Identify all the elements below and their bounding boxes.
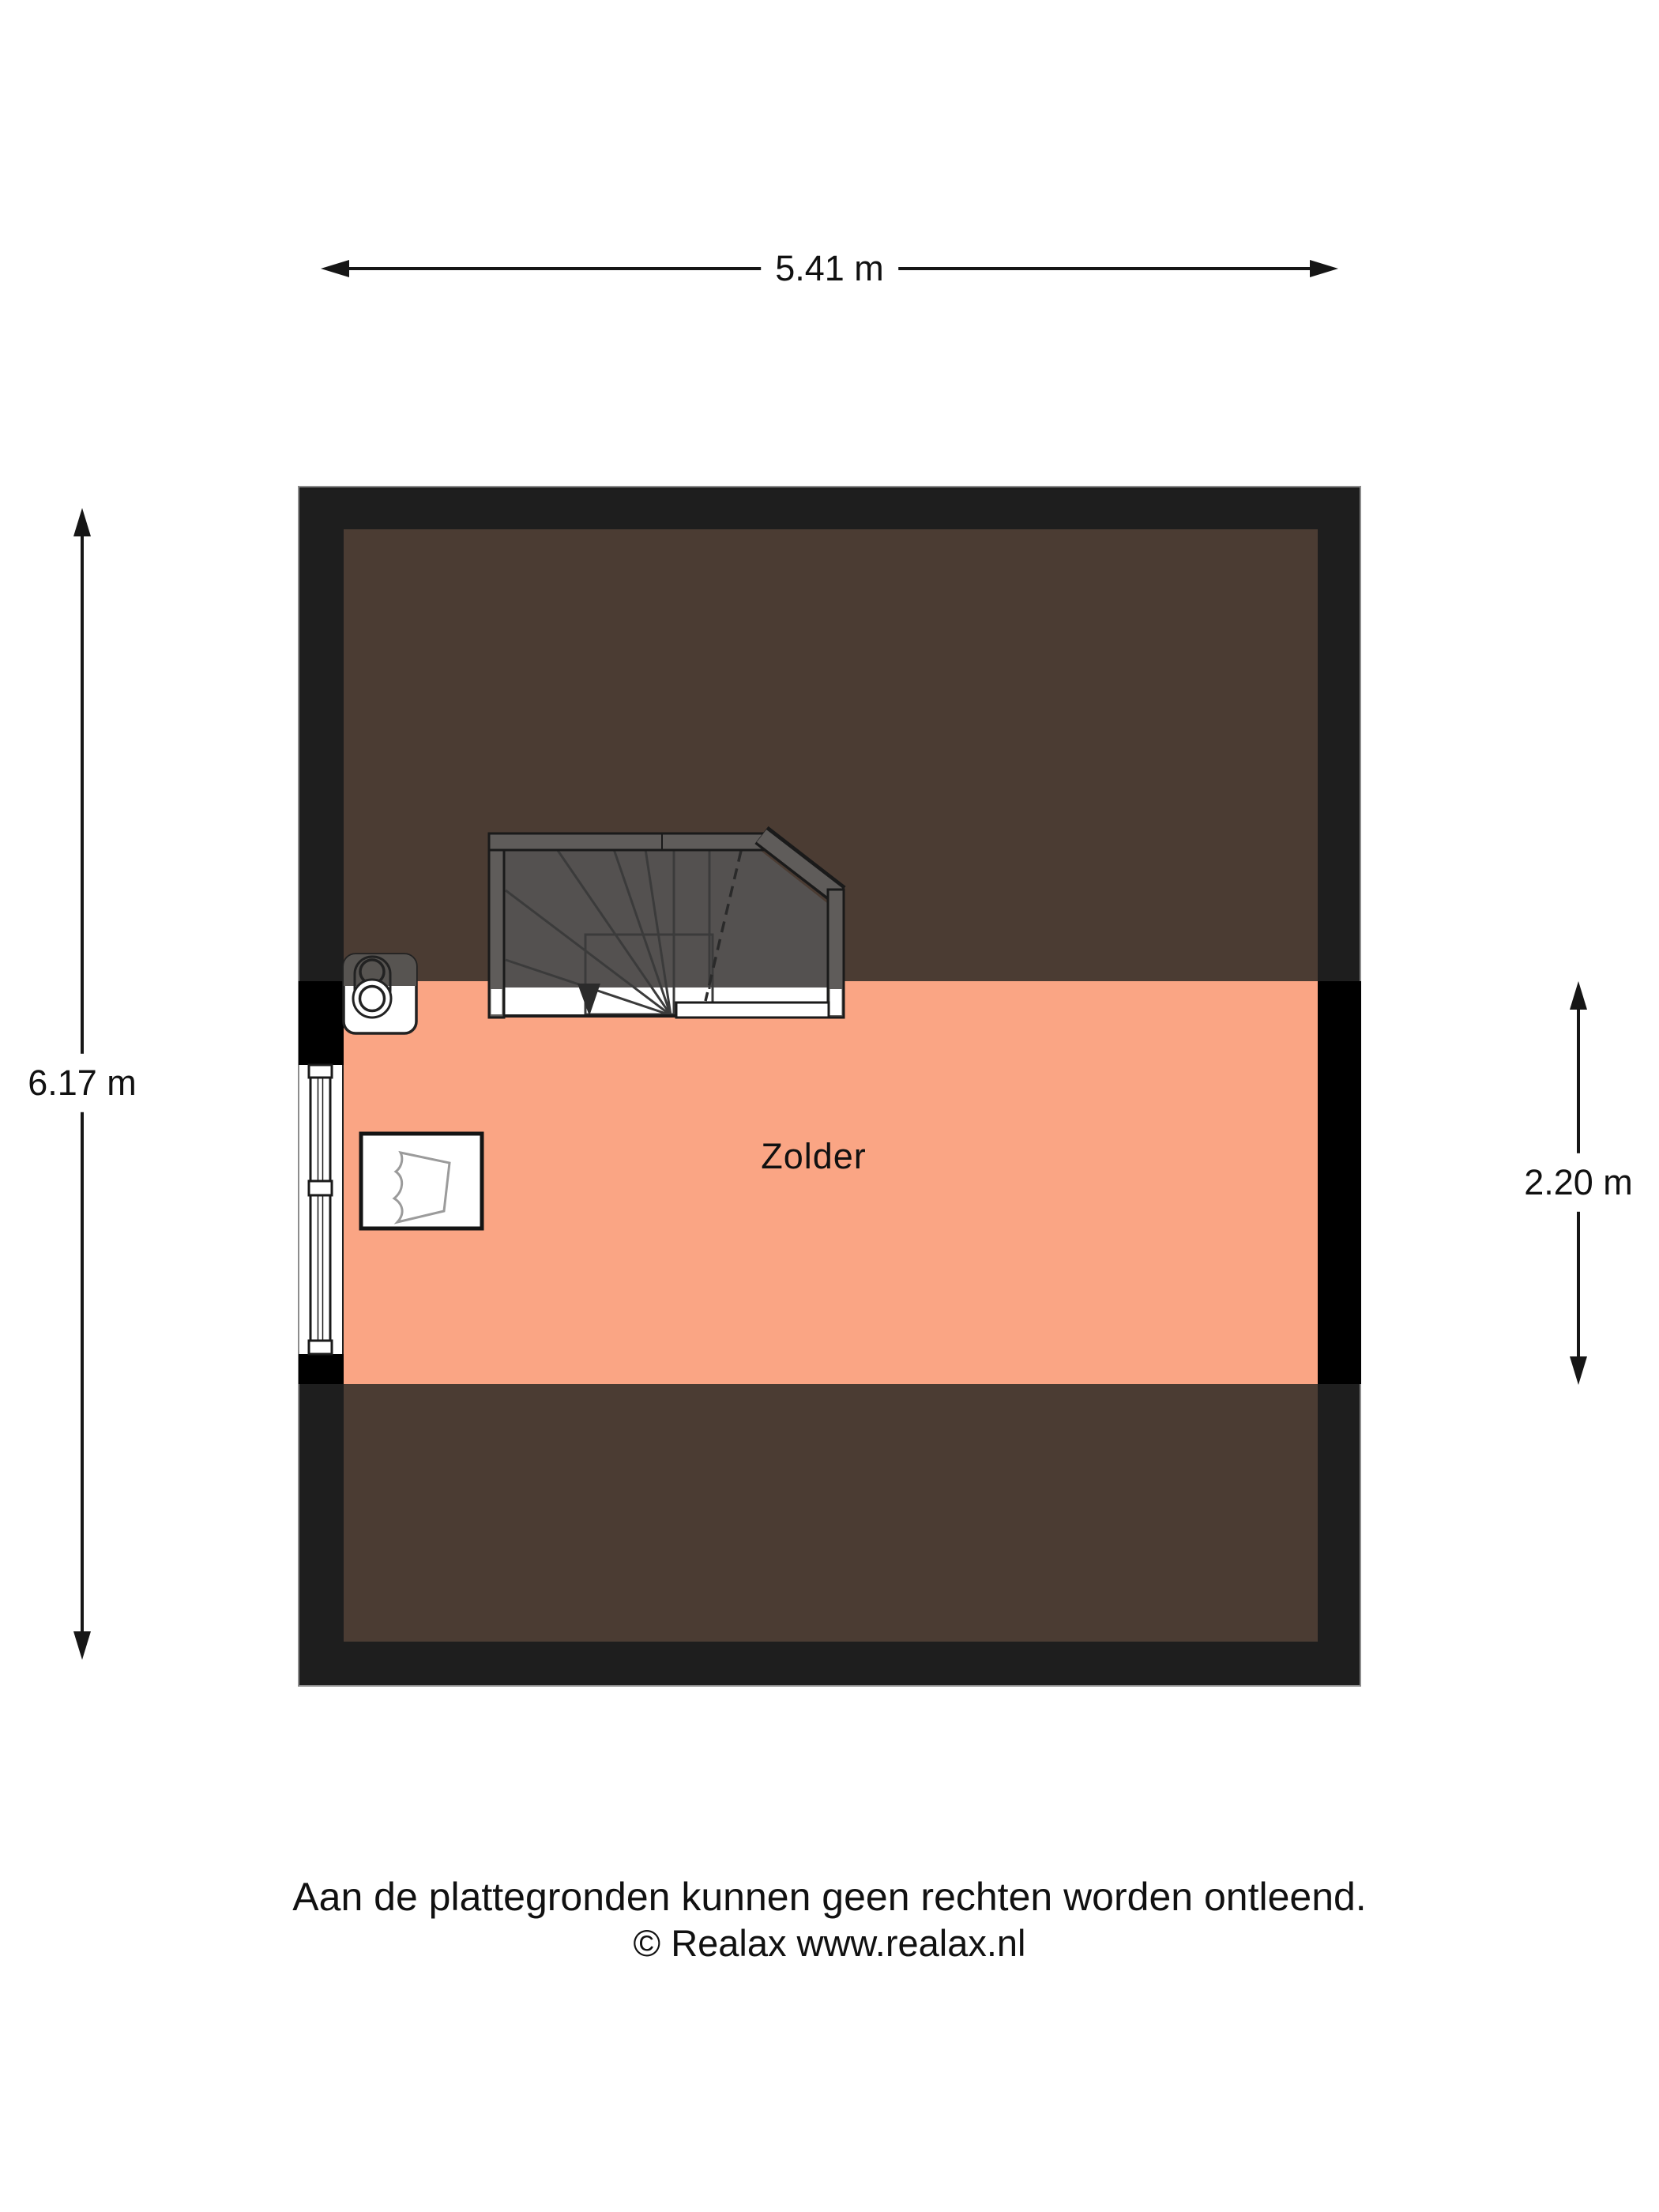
skylight-sketch-icon xyxy=(361,1134,482,1228)
footer-disclaimer: Aan de plattegronden kunnen geen rechten worden ontleend. xyxy=(292,1875,1367,1919)
arrowhead-down-icon xyxy=(1570,1356,1587,1385)
arrowhead-right-icon xyxy=(1310,260,1338,277)
arrowhead-down-icon xyxy=(73,1631,91,1660)
dimension-clearance xyxy=(1524,981,1633,1385)
dimension-clearance-label: 2.20 m xyxy=(1519,1153,1638,1212)
wall-post-lower xyxy=(299,1354,344,1384)
stairs-icon xyxy=(489,833,844,1018)
dimension-width xyxy=(321,247,1338,288)
window-icon xyxy=(299,1065,342,1354)
boiler-icon xyxy=(344,954,416,1033)
footer-copyright: © Realax www.realax.nl xyxy=(633,1922,1026,1964)
wall-accent-right xyxy=(1318,981,1361,1384)
dimension-height-label: 6.17 m xyxy=(23,1054,141,1112)
wall-post-upper xyxy=(299,981,344,1065)
floorplan-drawing xyxy=(298,486,1361,1687)
dimension-height xyxy=(28,508,137,1660)
dimension-width-label: 5.41 m xyxy=(761,247,898,290)
main-floor-area xyxy=(344,981,1318,1384)
room-label: Zolder xyxy=(761,1136,867,1176)
attic-floor-plan xyxy=(298,486,1361,1687)
